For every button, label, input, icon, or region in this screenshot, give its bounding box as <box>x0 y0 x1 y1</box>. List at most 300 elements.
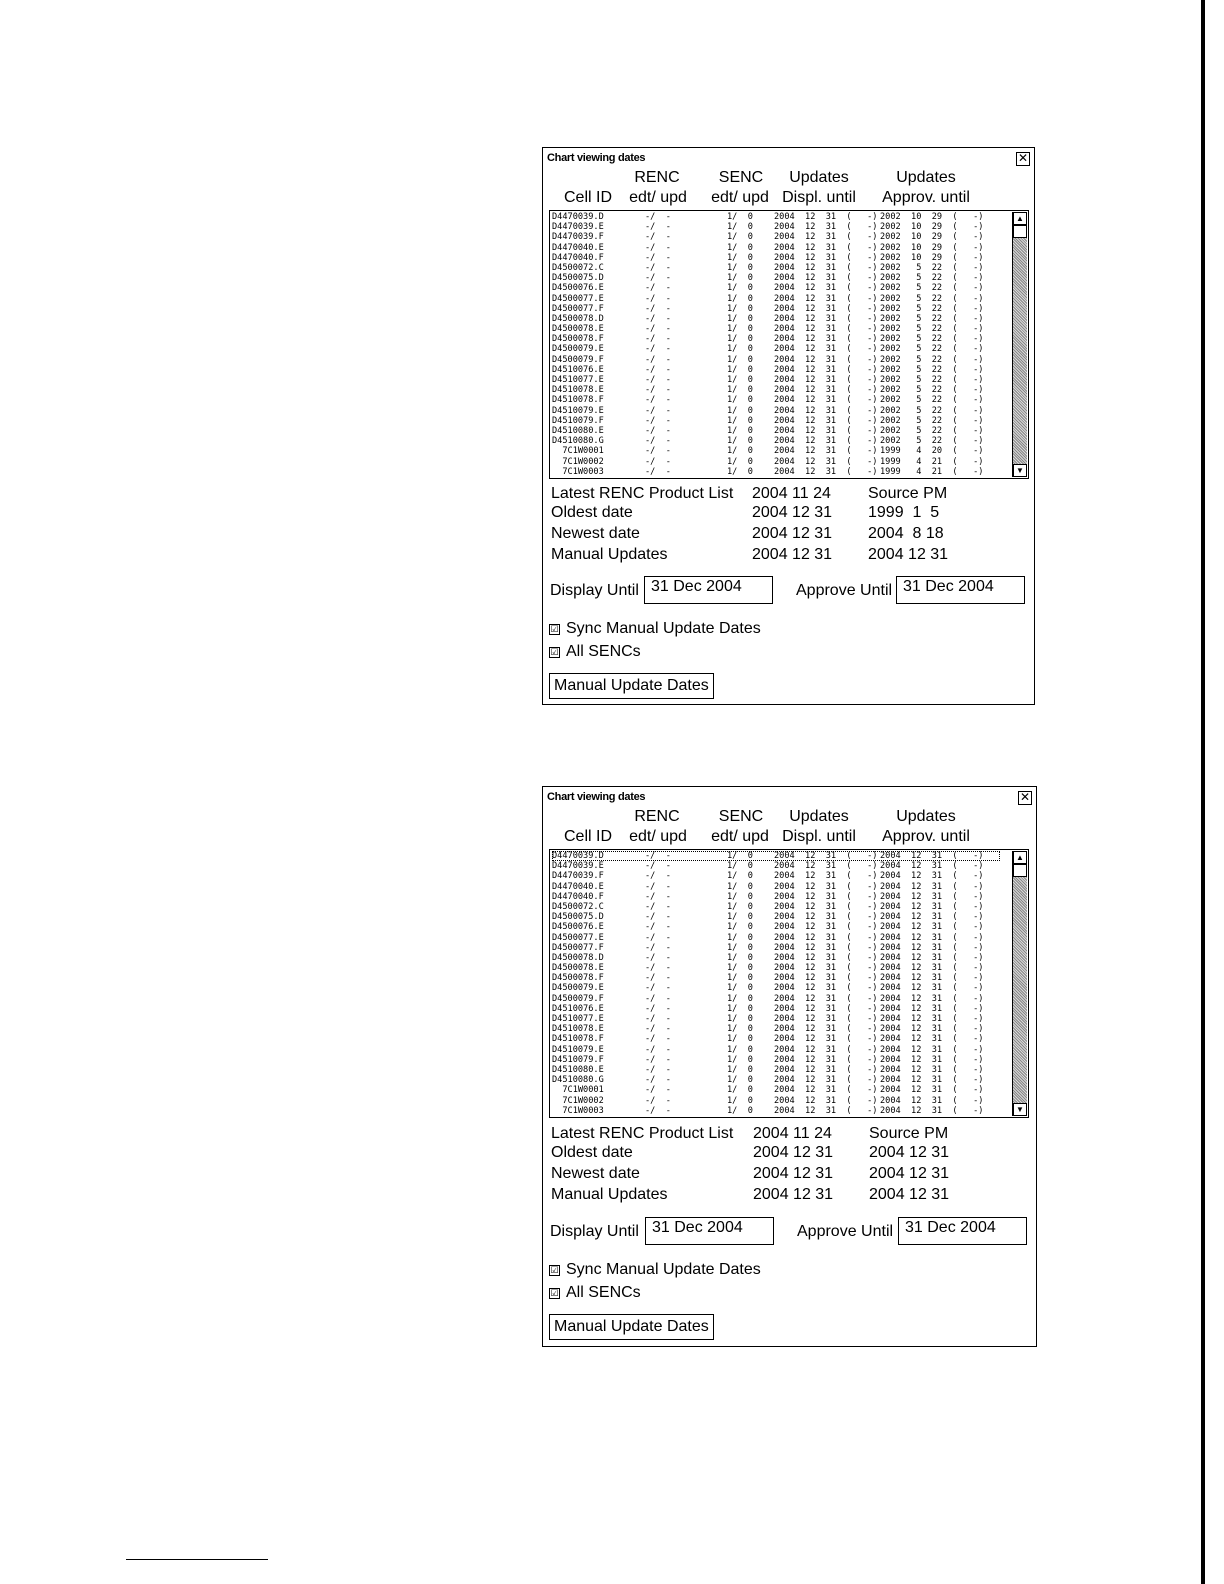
manual-update-dates-button[interactable]: Manual Update Dates <box>549 673 714 699</box>
cell-id: D4470040.F <box>552 252 604 263</box>
displ-until: 2004 12 31 ( -) <box>774 1034 878 1045</box>
col-renc-top: RENC <box>634 808 680 825</box>
cell-id: D4500079.E <box>552 344 604 355</box>
list-item[interactable] <box>552 882 1000 892</box>
newest-appr: 2004 12 31 <box>869 1165 950 1182</box>
approv-until: 2004 12 31 ( -) <box>880 1064 984 1075</box>
approv-until: 2004 12 31 ( -) <box>880 932 984 943</box>
displ-until: 2004 12 31 ( -) <box>774 375 878 385</box>
list-scrollbar[interactable] <box>1012 212 1027 477</box>
cell-id: D4500078.D <box>552 313 604 324</box>
list-item[interactable] <box>552 457 1000 467</box>
list-item[interactable] <box>552 273 1000 283</box>
approv-until: 2004 12 31 ( -) <box>880 1085 984 1096</box>
col-appr: Approv. until <box>882 828 970 845</box>
cell-id: D4500079.F <box>552 354 604 365</box>
checkbox-icon[interactable]: ☑ <box>550 1288 559 1298</box>
list-item[interactable] <box>552 406 1000 416</box>
senc-edt-upd: 1/ 0 <box>727 425 753 436</box>
senc-edt-upd: 1/ 0 <box>727 1024 753 1035</box>
list-item[interactable] <box>552 922 1000 932</box>
source-label: Source PM <box>869 1125 949 1142</box>
display-until-field[interactable]: 31 Dec 2004 <box>644 576 773 604</box>
renc-edt-upd: -/ - <box>645 456 671 467</box>
list-item[interactable] <box>552 283 1000 293</box>
dialog-title: Chart viewing dates <box>547 791 646 803</box>
senc-edt-upd: 1/ 0 <box>727 252 753 263</box>
approv-until: 2002 10 29 ( -) <box>880 212 984 222</box>
renc-edt-upd: -/ - <box>645 334 671 345</box>
list-item[interactable] <box>552 355 1000 365</box>
senc-edt-upd: 1/ 0 <box>727 871 753 882</box>
display-until-label: Display Until <box>550 1223 639 1240</box>
list-item[interactable] <box>552 1055 1000 1065</box>
col-renc: edt/ upd <box>629 828 687 845</box>
col-displ-top: Updates <box>789 808 849 825</box>
newest-label: Newest date <box>551 1165 640 1182</box>
approv-until: 2002 5 22 ( -) <box>880 415 984 426</box>
senc-edt-upd: 1/ 0 <box>727 313 753 324</box>
displ-until: 2004 12 31 ( -) <box>774 922 878 933</box>
all-sencs-checkbox[interactable] <box>549 643 641 661</box>
renc-edt-upd: -/ - <box>645 1075 671 1086</box>
chart-viewing-dates-dialog <box>542 786 1037 1347</box>
list-item[interactable] <box>552 385 1000 395</box>
list-item[interactable] <box>552 994 1000 1004</box>
newest-displ: 2004 12 31 <box>752 525 833 542</box>
col-appr-top: Updates <box>896 169 956 186</box>
approv-until: 2004 12 31 ( -) <box>880 861 984 872</box>
chart-viewing-dates-dialog <box>542 147 1035 705</box>
list-item[interactable] <box>552 973 1000 983</box>
scroll-up-icon[interactable]: ▲ <box>1013 851 1027 864</box>
cell-id: D4510079.F <box>552 1054 604 1065</box>
displ-until: 2004 12 31 ( -) <box>774 901 878 912</box>
displ-until: 2004 12 31 ( -) <box>774 232 878 243</box>
manual-displ: 2004 12 31 <box>752 546 833 563</box>
cell-id: D4470039.F <box>552 232 604 243</box>
list-item[interactable] <box>552 232 1000 242</box>
displ-until: 2004 12 31 ( -) <box>774 993 878 1004</box>
checkbox-icon[interactable]: ☑ <box>550 624 559 634</box>
displ-until: 2004 12 31 ( -) <box>774 1024 878 1035</box>
scroll-thumb[interactable] <box>1013 864 1027 877</box>
cell-id: D4510078.F <box>552 1034 604 1045</box>
renc-edt-upd: -/ - <box>645 861 671 872</box>
checkbox-icon[interactable]: ☑ <box>550 647 559 657</box>
col-cell-id: Cell ID <box>563 828 612 845</box>
displ-until: 2004 12 31 ( -) <box>774 1044 878 1055</box>
senc-edt-upd: 1/ 0 <box>727 405 753 416</box>
cell-id: D4510076.E <box>552 364 604 375</box>
list-item[interactable] <box>552 902 1000 912</box>
renc-edt-upd: -/ - <box>645 1105 671 1116</box>
renc-edt-upd: -/ - <box>645 1064 671 1075</box>
displ-until: 2004 12 31 ( -) <box>774 1054 878 1065</box>
cell-id: D4500072.C <box>552 262 604 273</box>
displ-until: 2004 12 31 ( -) <box>774 942 878 953</box>
cell-rows <box>552 851 1000 1116</box>
senc-edt-upd: 1/ 0 <box>727 1064 753 1075</box>
senc-edt-upd: 1/ 0 <box>727 983 753 994</box>
close-icon[interactable]: ✕ <box>1017 151 1029 165</box>
approv-until: 2002 5 22 ( -) <box>880 262 984 273</box>
displ-until: 2004 12 31 ( -) <box>774 415 878 426</box>
approv-until: 2004 12 31 ( -) <box>880 1095 984 1106</box>
scroll-down-icon[interactable]: ▼ <box>1013 1103 1027 1116</box>
oldest-appr: 2004 12 31 <box>869 1144 950 1161</box>
list-item[interactable] <box>552 344 1000 354</box>
displ-until: 2004 12 31 ( -) <box>774 983 878 994</box>
display-until-field[interactable]: 31 Dec 2004 <box>645 1217 774 1245</box>
cell-id: D4510079.E <box>552 1044 604 1055</box>
cell-id: D4500079.E <box>552 983 604 994</box>
approv-until: 2004 12 31 ( -) <box>880 881 984 892</box>
displ-until: 2004 12 31 ( -) <box>774 334 878 345</box>
senc-edt-upd: 1/ 0 <box>727 446 753 457</box>
approv-until: 2004 12 31 ( -) <box>880 952 984 963</box>
cell-id: 7C1W0001 <box>552 446 604 457</box>
col-cell-id: Cell ID <box>563 189 612 206</box>
displ-until: 2004 12 31 ( -) <box>774 364 878 375</box>
senc-edt-upd: 1/ 0 <box>727 436 753 447</box>
senc-edt-upd: 1/ 0 <box>727 364 753 375</box>
approv-until: 2004 12 31 ( -) <box>880 851 984 861</box>
newest-appr: 2004 8 18 <box>868 525 944 542</box>
cell-id: 7C1W0003 <box>552 1105 604 1116</box>
list-item[interactable] <box>552 943 1000 953</box>
list-item[interactable] <box>552 1096 1000 1106</box>
senc-edt-upd: 1/ 0 <box>727 993 753 1004</box>
senc-edt-upd: 1/ 0 <box>727 891 753 902</box>
col-senc: edt/ upd <box>711 828 769 845</box>
newest-label: Newest date <box>551 525 640 542</box>
senc-edt-upd: 1/ 0 <box>727 456 753 467</box>
latest-renc-value: 2004 11 24 <box>752 485 831 502</box>
renc-edt-upd: -/ - <box>645 354 671 365</box>
senc-edt-upd: 1/ 0 <box>727 293 753 304</box>
list-item[interactable] <box>552 222 1000 232</box>
list-item[interactable] <box>552 1085 1000 1095</box>
source-label: Source PM <box>868 485 948 502</box>
approv-until: 2002 5 22 ( -) <box>880 436 984 447</box>
senc-edt-upd: 1/ 0 <box>727 963 753 974</box>
renc-edt-upd: -/ - <box>645 1095 671 1106</box>
cell-id: D4500076.E <box>552 922 604 933</box>
col-appr: Approv. until <box>882 189 970 206</box>
renc-edt-upd: -/ - <box>645 952 671 963</box>
list-item[interactable] <box>552 304 1000 314</box>
sync-manual-label: Sync Manual Update Dates <box>566 1261 761 1278</box>
renc-edt-upd: -/ - <box>645 385 671 396</box>
senc-edt-upd: 1/ 0 <box>727 415 753 426</box>
renc-edt-upd: -/ - <box>645 912 671 923</box>
renc-edt-upd: -/ - <box>645 983 671 994</box>
senc-edt-upd: 1/ 0 <box>727 385 753 396</box>
list-item[interactable] <box>552 395 1000 405</box>
approv-until: 2002 5 22 ( -) <box>880 334 984 345</box>
approv-until: 2004 12 31 ( -) <box>880 1105 984 1116</box>
renc-edt-upd: -/ - <box>645 273 671 284</box>
displ-until: 2004 12 31 ( -) <box>774 425 878 436</box>
senc-edt-upd: 1/ 0 <box>727 952 753 963</box>
all-sencs-label: All SENCs <box>566 643 641 660</box>
cell-id: D4500075.D <box>552 273 604 284</box>
col-renc-top: RENC <box>634 169 680 186</box>
cell-id: D4510078.F <box>552 395 604 406</box>
cell-id: D4510080.G <box>552 436 604 447</box>
renc-edt-upd: -/ - <box>645 963 671 974</box>
displ-until: 2004 12 31 ( -) <box>774 932 878 943</box>
displ-until: 2004 12 31 ( -) <box>774 283 878 294</box>
close-icon[interactable]: ✕ <box>1019 790 1031 804</box>
displ-until: 2004 12 31 ( -) <box>774 1095 878 1106</box>
senc-edt-upd: 1/ 0 <box>727 242 753 253</box>
latest-renc-value: 2004 11 24 <box>753 1125 832 1142</box>
approv-until: 2004 12 31 ( -) <box>880 1003 984 1014</box>
senc-edt-upd: 1/ 0 <box>727 861 753 872</box>
approv-until: 2004 12 31 ( -) <box>880 963 984 974</box>
list-item[interactable] <box>552 892 1000 902</box>
renc-edt-upd: -/ - <box>645 871 671 882</box>
displ-until: 2004 12 31 ( -) <box>774 851 878 861</box>
list-item[interactable] <box>552 1065 1000 1075</box>
list-item[interactable] <box>552 861 1000 871</box>
cell-id: 7C1W0002 <box>552 456 604 467</box>
displ-until: 2004 12 31 ( -) <box>774 324 878 335</box>
list-item[interactable] <box>552 933 1000 943</box>
cell-id: D4510076.E <box>552 1003 604 1014</box>
list-item[interactable] <box>552 314 1000 324</box>
newest-displ: 2004 12 31 <box>753 1165 834 1182</box>
approv-until: 2004 12 31 ( -) <box>880 871 984 882</box>
sync-manual-checkbox[interactable] <box>549 620 761 638</box>
displ-until: 2004 12 31 ( -) <box>774 952 878 963</box>
col-displ: Displ. until <box>782 828 856 845</box>
list-item[interactable] <box>552 212 1000 222</box>
list-item[interactable] <box>552 953 1000 963</box>
renc-edt-upd: -/ - <box>645 262 671 273</box>
approve-until-label: Approve Until <box>796 582 893 599</box>
renc-edt-upd: -/ - <box>645 901 671 912</box>
oldest-displ: 2004 12 31 <box>752 504 833 521</box>
list-item[interactable] <box>552 253 1000 263</box>
list-item[interactable] <box>552 1024 1000 1034</box>
col-displ: Displ. until <box>782 189 856 206</box>
list-item[interactable] <box>552 467 1000 477</box>
renc-edt-upd: -/ - <box>645 283 671 294</box>
senc-edt-upd: 1/ 0 <box>727 395 753 406</box>
manual-appr: 2004 12 31 <box>868 546 949 563</box>
list-item[interactable] <box>552 294 1000 304</box>
cell-id: 7C1W0001 <box>552 1085 604 1096</box>
approv-until: 2002 5 22 ( -) <box>880 405 984 416</box>
approv-until: 2004 12 31 ( -) <box>880 1075 984 1086</box>
list-scrollbar[interactable] <box>1012 851 1027 1116</box>
approv-until: 2002 5 22 ( -) <box>880 293 984 304</box>
cell-id: D4500077.E <box>552 932 604 943</box>
manual-appr: 2004 12 31 <box>869 1186 950 1203</box>
senc-edt-upd: 1/ 0 <box>727 1034 753 1045</box>
approv-until: 2002 5 22 ( -) <box>880 364 984 375</box>
approv-until: 2002 5 22 ( -) <box>880 273 984 284</box>
senc-edt-upd: 1/ 0 <box>727 354 753 365</box>
renc-edt-upd: -/ - <box>645 891 671 902</box>
renc-edt-upd: -/ - <box>645 313 671 324</box>
senc-edt-upd: 1/ 0 <box>727 303 753 314</box>
senc-edt-upd: 1/ 0 <box>727 1014 753 1024</box>
renc-edt-upd: -/ - <box>645 242 671 253</box>
list-item[interactable] <box>552 446 1000 456</box>
list-item[interactable] <box>552 375 1000 385</box>
senc-edt-upd: 1/ 0 <box>727 1085 753 1096</box>
senc-edt-upd: 1/ 0 <box>727 466 753 477</box>
displ-until: 2004 12 31 ( -) <box>774 313 878 324</box>
displ-until: 2004 12 31 ( -) <box>774 881 878 892</box>
approv-until: 2002 5 22 ( -) <box>880 283 984 294</box>
displ-until: 2004 12 31 ( -) <box>774 1105 878 1116</box>
senc-edt-upd: 1/ 0 <box>727 344 753 355</box>
renc-edt-upd: -/ - <box>645 405 671 416</box>
displ-until: 2004 12 31 ( -) <box>774 446 878 457</box>
cell-id: D4500078.E <box>552 324 604 335</box>
renc-edt-upd: -/ - <box>645 1085 671 1096</box>
list-item[interactable] <box>552 416 1000 426</box>
approv-until: 2002 5 22 ( -) <box>880 425 984 436</box>
renc-edt-upd: -/ - <box>645 922 671 933</box>
renc-edt-upd: -/ - <box>645 446 671 457</box>
displ-until: 2004 12 31 ( -) <box>774 293 878 304</box>
footnote-rule <box>126 1559 268 1560</box>
manual-label: Manual Updates <box>551 1186 668 1203</box>
list-item[interactable] <box>552 1034 1000 1044</box>
senc-edt-upd: 1/ 0 <box>727 334 753 345</box>
page-edge-bar <box>1201 0 1205 1584</box>
senc-edt-upd: 1/ 0 <box>727 375 753 385</box>
cell-id: D4510080.E <box>552 1064 604 1075</box>
latest-renc-label: Latest RENC Product List <box>551 1125 734 1142</box>
displ-until: 2004 12 31 ( -) <box>774 466 878 477</box>
list-item[interactable] <box>552 436 1000 446</box>
col-senc-top: SENC <box>718 808 764 825</box>
displ-until: 2004 12 31 ( -) <box>774 212 878 222</box>
approv-until: 2004 12 31 ( -) <box>880 901 984 912</box>
dialog-title: Chart viewing dates <box>547 152 646 164</box>
list-item[interactable] <box>552 263 1000 273</box>
cell-id: D4500078.F <box>552 973 604 984</box>
list-item[interactable] <box>552 912 1000 922</box>
approv-until: 1999 4 21 ( -) <box>880 466 984 477</box>
renc-edt-upd: -/ - <box>645 344 671 355</box>
senc-edt-upd: 1/ 0 <box>727 1095 753 1106</box>
renc-edt-upd: -/ - <box>645 222 671 233</box>
renc-edt-upd: -/ - <box>645 973 671 984</box>
approv-until: 2002 5 22 ( -) <box>880 395 984 406</box>
approv-until: 2002 10 29 ( -) <box>880 242 984 253</box>
displ-until: 2004 12 31 ( -) <box>774 344 878 355</box>
list-item[interactable] <box>552 1045 1000 1055</box>
displ-until: 2004 12 31 ( -) <box>774 273 878 284</box>
list-item[interactable] <box>552 365 1000 375</box>
renc-edt-upd: -/ - <box>645 851 671 861</box>
manual-displ: 2004 12 31 <box>753 1186 834 1203</box>
list-item[interactable] <box>552 1075 1000 1085</box>
list-item[interactable] <box>552 324 1000 334</box>
scroll-thumb[interactable] <box>1013 225 1027 238</box>
checkbox-icon[interactable]: ☑ <box>550 1265 559 1275</box>
col-renc: edt/ upd <box>629 189 687 206</box>
approv-until: 2004 12 31 ( -) <box>880 993 984 1004</box>
senc-edt-upd: 1/ 0 <box>727 1044 753 1055</box>
approv-until: 1999 4 21 ( -) <box>880 456 984 467</box>
senc-edt-upd: 1/ 0 <box>727 973 753 984</box>
cell-list[interactable] <box>549 210 1029 479</box>
scroll-down-icon[interactable]: ▼ <box>1013 464 1027 477</box>
oldest-label: Oldest date <box>551 1144 633 1161</box>
approv-until: 2004 12 31 ( -) <box>880 1034 984 1045</box>
list-item[interactable] <box>552 334 1000 344</box>
list-item[interactable] <box>552 1004 1000 1014</box>
approv-until: 1999 4 20 ( -) <box>880 446 984 457</box>
displ-until: 2004 12 31 ( -) <box>774 385 878 396</box>
approv-until: 2004 12 31 ( -) <box>880 942 984 953</box>
renc-edt-upd: -/ - <box>645 425 671 436</box>
senc-edt-upd: 1/ 0 <box>727 273 753 284</box>
approve-until-field[interactable]: 31 Dec 2004 <box>898 1217 1027 1245</box>
approv-until: 2002 5 22 ( -) <box>880 313 984 324</box>
renc-edt-upd: -/ - <box>645 1003 671 1014</box>
list-item[interactable] <box>552 963 1000 973</box>
sync-manual-checkbox[interactable] <box>549 1261 761 1279</box>
approv-until: 2004 12 31 ( -) <box>880 1014 984 1024</box>
displ-until: 2004 12 31 ( -) <box>774 436 878 447</box>
cell-id: D4470039.F <box>552 871 604 882</box>
renc-edt-upd: -/ - <box>645 375 671 385</box>
cell-id: D4500079.F <box>552 993 604 1004</box>
senc-edt-upd: 1/ 0 <box>727 922 753 933</box>
list-item[interactable] <box>552 871 1000 881</box>
list-item[interactable] <box>552 1014 1000 1024</box>
list-item[interactable] <box>552 1106 1000 1116</box>
renc-edt-upd: -/ - <box>645 293 671 304</box>
renc-edt-upd: -/ - <box>645 932 671 943</box>
senc-edt-upd: 1/ 0 <box>727 283 753 294</box>
cell-list[interactable] <box>549 849 1029 1118</box>
senc-edt-upd: 1/ 0 <box>727 1105 753 1116</box>
col-senc: edt/ upd <box>711 189 769 206</box>
col-senc-top: SENC <box>718 169 764 186</box>
list-item[interactable] <box>552 426 1000 436</box>
cell-id: D4500078.D <box>552 952 604 963</box>
list-item[interactable] <box>552 243 1000 253</box>
all-sencs-label: All SENCs <box>566 1284 641 1301</box>
list-item[interactable] <box>552 983 1000 993</box>
sync-manual-label: Sync Manual Update Dates <box>566 620 761 637</box>
displ-until: 2004 12 31 ( -) <box>774 456 878 467</box>
senc-edt-upd: 1/ 0 <box>727 912 753 923</box>
list-item[interactable] <box>552 851 1000 861</box>
all-sencs-checkbox[interactable] <box>549 1284 641 1302</box>
approv-until: 2002 5 22 ( -) <box>880 385 984 396</box>
displ-until: 2004 12 31 ( -) <box>774 262 878 273</box>
renc-edt-upd: -/ - <box>645 1024 671 1035</box>
manual-update-dates-button[interactable]: Manual Update Dates <box>549 1314 714 1340</box>
cell-id: D4470039.E <box>552 222 604 233</box>
scroll-up-icon[interactable]: ▲ <box>1013 212 1027 225</box>
approv-until: 2004 12 31 ( -) <box>880 1024 984 1035</box>
approve-until-field[interactable]: 31 Dec 2004 <box>896 576 1025 604</box>
displ-until: 2004 12 31 ( -) <box>774 871 878 882</box>
